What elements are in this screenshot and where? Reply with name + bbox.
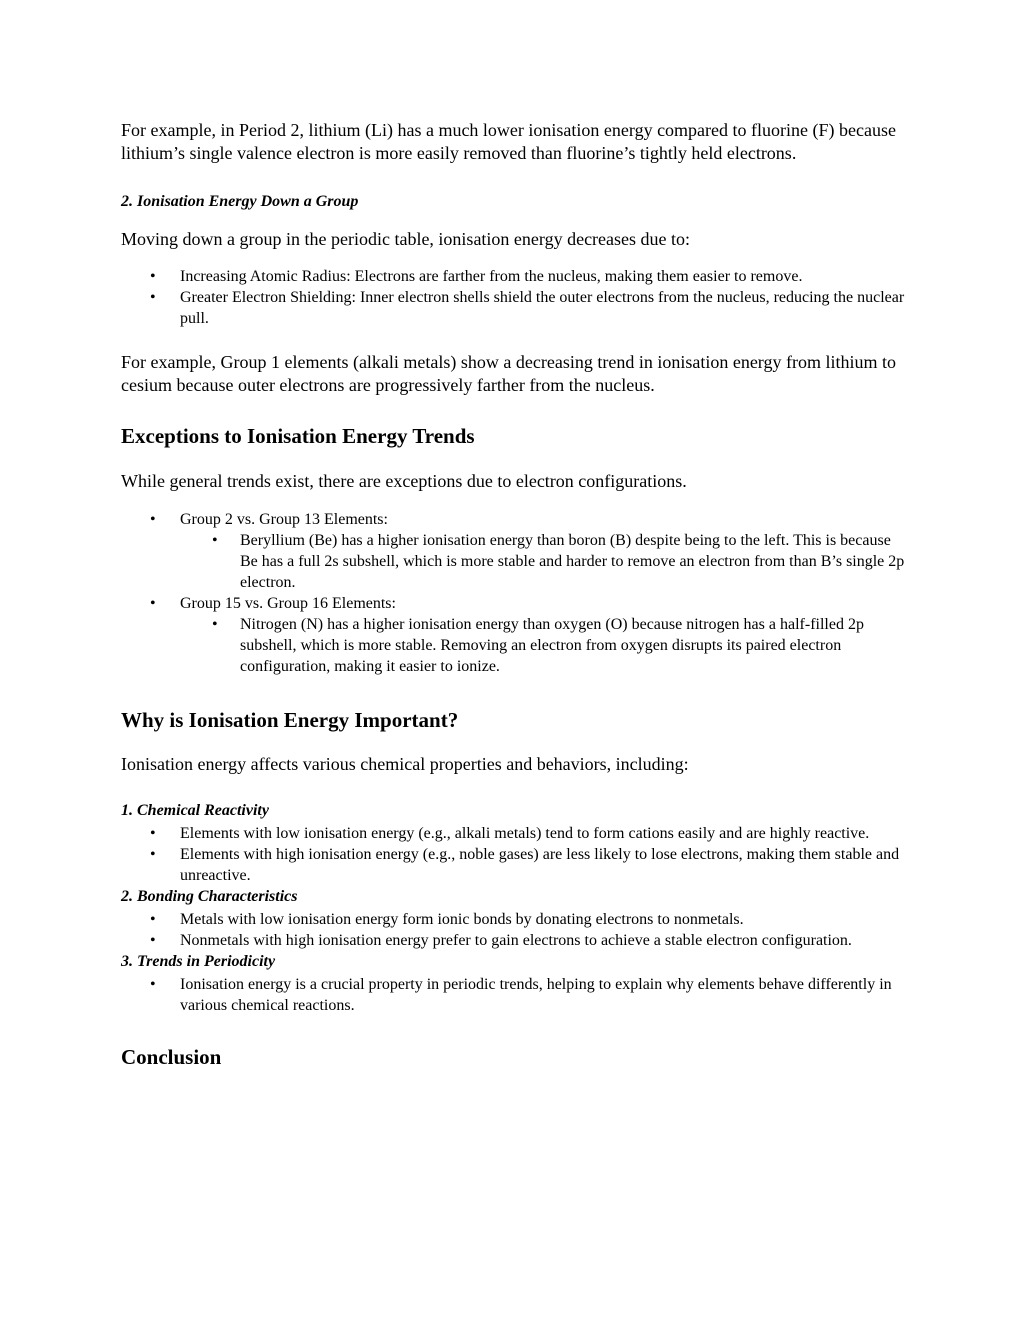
group-section-heading: 2. Ionisation Energy Down a Group xyxy=(121,193,359,210)
importance-subsection-title: 1. Chemical Reactivity xyxy=(121,802,269,819)
list-item: • Greater Electron Shielding: Inner electron shells shield the outer electrons from the nucleus, reducing the nuclear pull. xyxy=(121,287,911,329)
list-item: • Group 2 vs. Group 13 Elements: xyxy=(121,509,911,530)
list-item: • Ionisation energy is a crucial property in periodic trends, helping to explain why elements behave differently in various chemical reactions. xyxy=(121,974,911,1016)
exceptions-list xyxy=(121,593,911,614)
intro-paragraph: For example, in Period 2, lithium (Li) has a much lower ionisation energy compared to fluorine (F) because lithium’s single valence electron is more easily removed than fluorine’s tightly held electrons. xyxy=(121,120,896,163)
importance-bullets xyxy=(121,823,911,886)
group-section-lead: Moving down a group in the periodic table, ionisation energy decreases due to: xyxy=(121,229,691,249)
exceptions-nested-list xyxy=(181,614,911,677)
list-item: • Metals with low ionisation energy form ionic bonds by donating electrons to nonmetals. xyxy=(121,909,911,930)
exceptions-lead: While general trends exist, there are exceptions due to electron configurations. xyxy=(121,471,687,491)
document-page xyxy=(121,119,911,1070)
list-item: • Nitrogen (N) has a higher ionisation energy than oxygen (O) because nitrogen has a half-filled 2p subshell, which is more stable. Removing an electron from oxygen disrupts its paired electron configuration, making it easier to ionize. xyxy=(181,614,911,677)
exceptions-heading: Exceptions to Ionisation Energy Trends xyxy=(121,424,475,448)
list-item: • Beryllium (Be) has a higher ionisation energy than boron (B) despite being to the left. This is because Be has a full 2s subshell, which is more stable and harder to remove an electron from than B’s single 2p electron. xyxy=(181,530,911,593)
group-section-bullets xyxy=(121,266,911,329)
list-item: • Nonmetals with high ionisation energy prefer to gain electrons to achieve a stable electron configuration. xyxy=(121,930,911,951)
exceptions-list xyxy=(121,509,911,530)
conclusion-heading: Conclusion xyxy=(121,1045,222,1069)
group-section-example: For example, Group 1 elements (alkali metals) show a decreasing trend in ionisation energy from lithium to cesium because outer electrons are progressively farther from the nucleus. xyxy=(121,352,896,395)
importance-subsection-title: 3. Trends in Periodicity xyxy=(121,953,276,970)
importance-bullets xyxy=(121,974,911,1016)
importance-bullets xyxy=(121,909,911,951)
importance-heading: Why is Ionisation Energy Important? xyxy=(121,708,459,732)
exceptions-nested-list xyxy=(181,530,911,593)
list-item: • Group 15 vs. Group 16 Elements: xyxy=(121,593,911,614)
importance-subsection-title: 2. Bonding Characteristics xyxy=(121,888,298,905)
importance-lead: Ionisation energy affects various chemical properties and behaviors, including: xyxy=(121,754,689,774)
list-item: • Elements with low ionisation energy (e.g., alkali metals) tend to form cations easily and are highly reactive. xyxy=(121,823,911,844)
list-item: • Elements with high ionisation energy (e.g., noble gases) are less likely to lose electrons, making them stable and unreactive. xyxy=(121,844,911,886)
list-item: • Increasing Atomic Radius: Electrons are farther from the nucleus, making them easier to remove. xyxy=(121,266,911,287)
